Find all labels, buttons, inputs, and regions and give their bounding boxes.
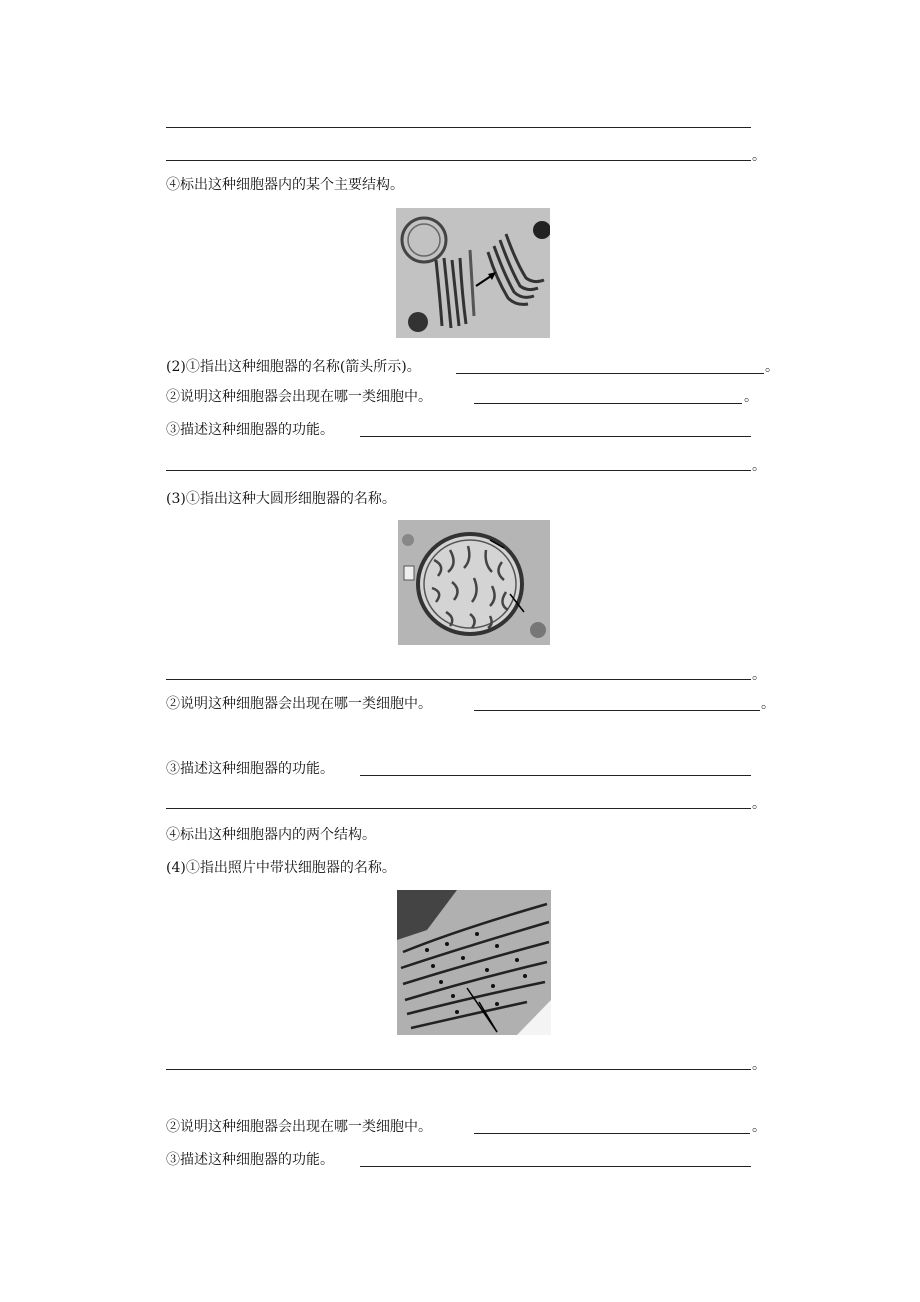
- answer-line[interactable]: [166, 160, 751, 161]
- question-1-4: ④标出这种细胞器内的某个主要结构。: [166, 177, 404, 193]
- period: 。: [761, 696, 775, 712]
- answer-blank[interactable]: [456, 373, 764, 374]
- answer-blank[interactable]: [474, 1133, 750, 1134]
- question-2-1: (2)①指出这种细胞器的名称(箭头所示)。: [166, 359, 421, 375]
- period: 。: [752, 458, 766, 474]
- question-3-1: (3)①指出这种大圆形细胞器的名称。: [166, 491, 396, 507]
- answer-blank[interactable]: [360, 1166, 751, 1167]
- er-micrograph: [397, 890, 551, 1035]
- answer-blank[interactable]: [474, 403, 742, 404]
- question-2-2: ②说明这种细胞器会出现在哪一类细胞中。: [166, 389, 432, 405]
- question-4-1: (4)①指出照片中带状细胞器的名称。: [166, 860, 396, 876]
- answer-line[interactable]: [166, 1069, 751, 1070]
- answer-line[interactable]: [166, 679, 751, 680]
- answer-line[interactable]: [166, 470, 751, 471]
- answer-blank[interactable]: [360, 775, 751, 776]
- mitochondrion-micrograph: [398, 520, 550, 645]
- period: 。: [752, 1057, 766, 1073]
- answer-line[interactable]: [166, 808, 751, 809]
- period: 。: [752, 796, 766, 812]
- question-3-4: ④标出这种细胞器内的两个结构。: [166, 827, 376, 843]
- golgi-micrograph: [396, 208, 550, 338]
- answer-line[interactable]: [166, 127, 751, 128]
- question-4-3: ③描述这种细胞器的功能。: [166, 1152, 334, 1168]
- period: 。: [752, 667, 766, 683]
- question-4-2: ②说明这种细胞器会出现在哪一类细胞中。: [166, 1119, 432, 1135]
- period: 。: [765, 359, 779, 375]
- question-3-2: ②说明这种细胞器会出现在哪一类细胞中。: [166, 696, 432, 712]
- answer-blank[interactable]: [474, 710, 760, 711]
- question-2-3: ③描述这种细胞器的功能。: [166, 422, 334, 438]
- period: 。: [752, 1119, 766, 1135]
- answer-blank[interactable]: [360, 436, 751, 437]
- period: 。: [744, 389, 758, 405]
- question-3-3: ③描述这种细胞器的功能。: [166, 761, 334, 777]
- period: 。: [752, 148, 766, 164]
